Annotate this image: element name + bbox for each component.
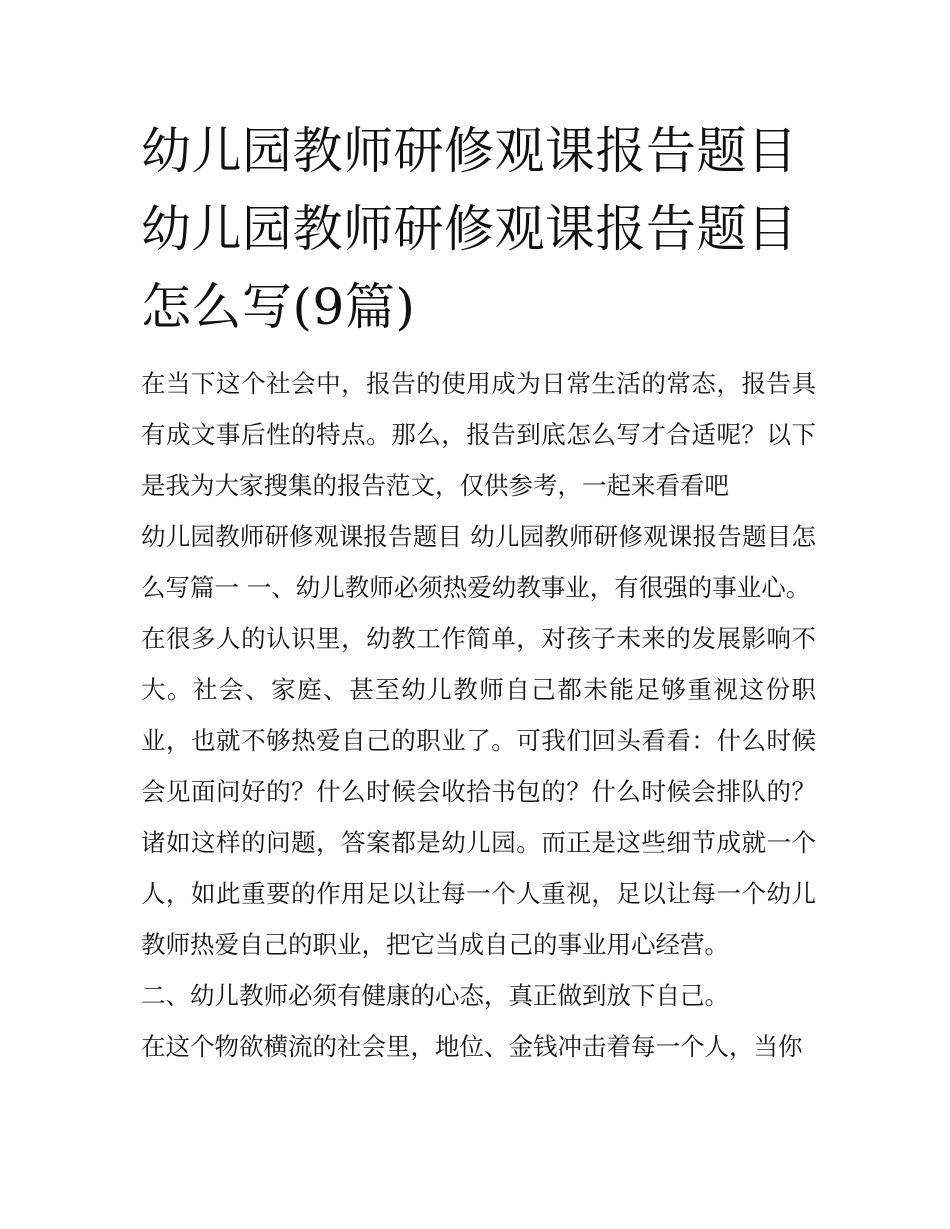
paragraph: 在很多人的认识里，幼教工作简单，对孩子未来的发展影响不大。社会、家庭、甚至幼儿教师自己都未能足够重视这份职业，也就不够热爱自己的职业了。可我们回头看看：什么时候会见面问好的？什么时候会收拾书包的？什么时候会排队的？诸如这样的问题，答案都是幼儿园。而正是这些细节成就一个人，如此重要的作用足以让每一个人重视，足以让每一个幼儿教师热爱自己的职业，把它当成自己的事业用心经营。 xyxy=(141,624,816,959)
document-body xyxy=(141,358,816,1072)
document-content xyxy=(141,112,816,1072)
document-title: 幼儿园教师研修观课报告题目 幼儿园教师研修观课报告题目怎么写(9篇) xyxy=(141,122,798,336)
paragraph: 在当下这个社会中，报告的使用成为日常生活的常态，报告具有成文事后性的特点。那么，报告到底怎么写才合适呢？以下是我为大家搜集的报告范文，仅供参考，一起来看看吧 xyxy=(141,369,816,500)
paragraph: 二、幼儿教师必须有健康的心态，真正做到放下自己。 xyxy=(141,981,729,1010)
paragraph: 在这个物欲横流的社会里，地位、金钱冲击着每一个人，当你 xyxy=(141,1032,803,1061)
paragraph: 幼儿园教师研修观课报告题目 幼儿园教师研修观课报告题目怎么写篇一 一、幼儿教师必须热爱幼教事业，有很强的事业心。 xyxy=(141,522,816,602)
